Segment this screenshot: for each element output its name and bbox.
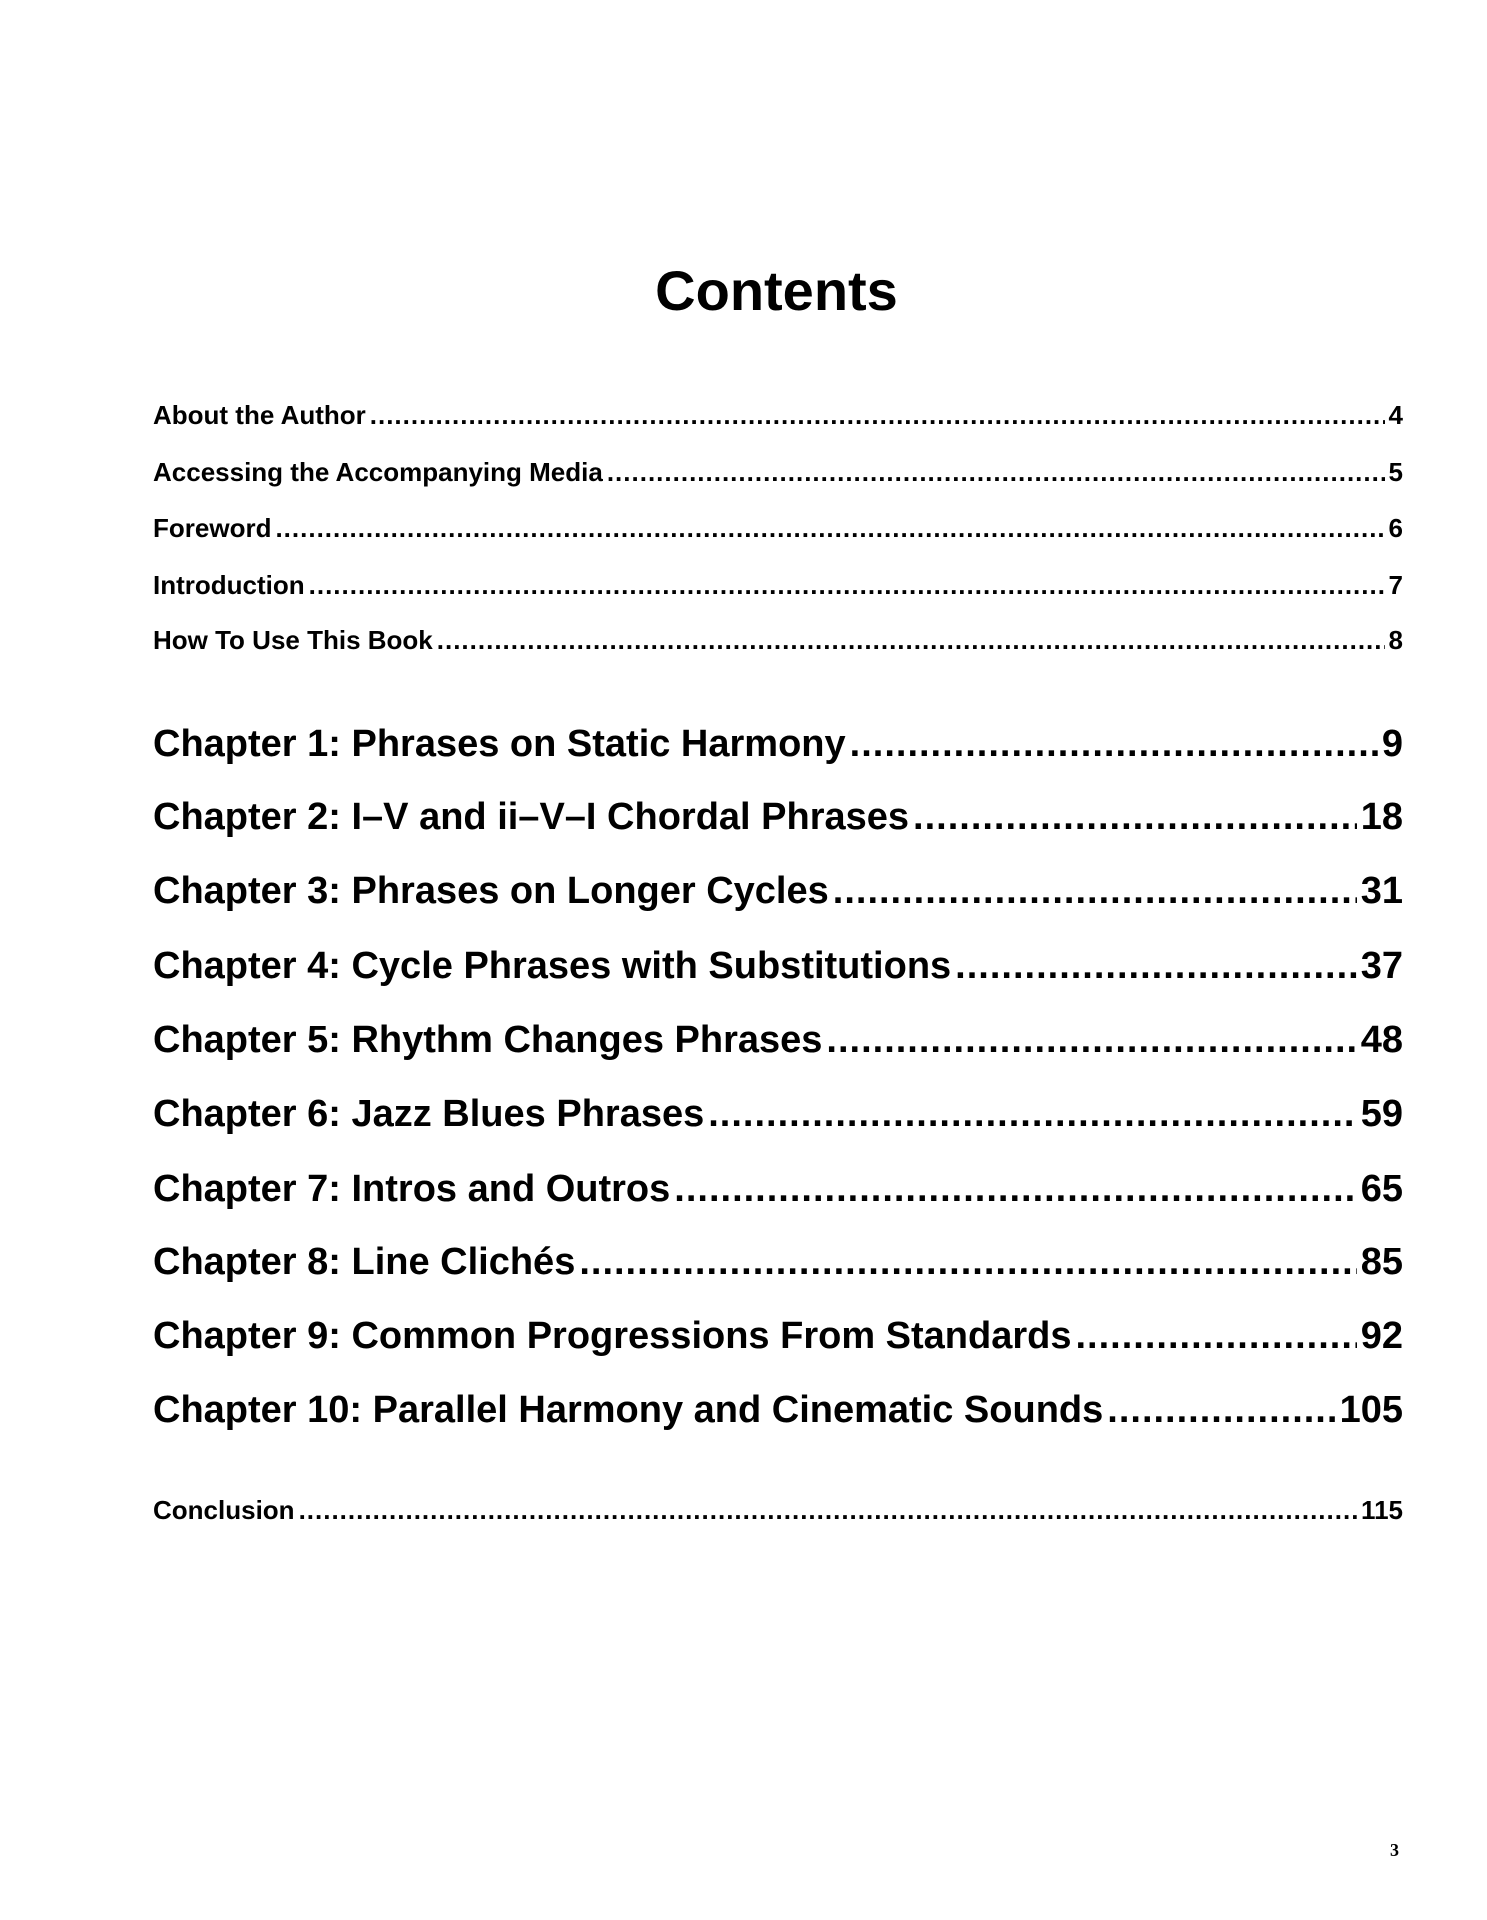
toc-entry-page: 6 <box>1388 513 1403 543</box>
toc-entry-page: 4 <box>1388 400 1403 430</box>
toc-chapter-page: 37 <box>1360 945 1403 987</box>
dot-leader <box>579 1238 1356 1286</box>
toc-chapter-label: Chapter 7: Intros and Outros <box>153 1168 671 1210</box>
toc-entry-page: 5 <box>1388 457 1403 487</box>
toc-chapter-label: Chapter 6: Jazz Blues Phrases <box>153 1093 705 1135</box>
toc-entry-page: 7 <box>1388 570 1403 600</box>
dot-leader <box>833 867 1357 915</box>
toc-entry-page: 115 <box>1361 1495 1403 1525</box>
toc-entry-label: Introduction <box>153 570 305 600</box>
toc-entry[interactable] <box>153 455 1403 489</box>
toc-chapter-page: 9 <box>1381 723 1403 765</box>
toc-entry[interactable] <box>153 1493 1403 1527</box>
toc-chapter-page: 92 <box>1360 1315 1403 1357</box>
toc-entry[interactable] <box>153 398 1403 432</box>
toc-entry[interactable] <box>153 623 1403 657</box>
toc-chapter-label: Chapter 5: Rhythm Changes Phrases <box>153 1019 823 1061</box>
toc-chapter[interactable] <box>153 1312 1403 1360</box>
toc-chapter-page: 105 <box>1339 1389 1403 1431</box>
toc-chapter-label: Chapter 3: Phrases on Longer Cycles <box>153 870 829 912</box>
dot-leader <box>826 1016 1356 1064</box>
toc-chapter-page: 85 <box>1360 1241 1403 1283</box>
toc-entry-label: About the Author <box>153 400 366 430</box>
dot-leader <box>1107 1386 1335 1434</box>
dot-leader <box>607 455 1385 489</box>
toc-chapter-page: 48 <box>1360 1019 1403 1061</box>
dot-leader <box>850 720 1378 768</box>
toc-chapter-label: Chapter 9: Common Progressions From Standards <box>153 1315 1072 1357</box>
toc-chapter[interactable] <box>153 1090 1403 1138</box>
toc-chapter-page: 31 <box>1360 870 1403 912</box>
dot-leader <box>955 942 1357 990</box>
toc-chapter[interactable] <box>153 793 1403 841</box>
toc-chapter-page: 59 <box>1360 1093 1403 1135</box>
dot-leader <box>1076 1312 1357 1360</box>
page-number: 3 <box>1390 1840 1399 1860</box>
toc-chapter-label: Chapter 8: Line Clichés <box>153 1241 576 1283</box>
toc-entry-label: Accessing the Accompanying Media <box>153 457 603 487</box>
page-title: Contents <box>655 259 898 322</box>
toc-chapter[interactable] <box>153 942 1403 990</box>
dot-leader <box>437 623 1385 657</box>
toc-chapter[interactable] <box>153 720 1403 768</box>
toc-chapter[interactable] <box>153 1165 1403 1213</box>
toc-chapter[interactable] <box>153 1016 1403 1064</box>
toc-entry[interactable] <box>153 511 1403 545</box>
dot-leader <box>275 511 1384 545</box>
toc-chapter-label: Chapter 10: Parallel Harmony and Cinematic Sounds <box>153 1389 1104 1431</box>
toc-chapter[interactable] <box>153 1386 1403 1434</box>
toc-chapter-page: 18 <box>1360 796 1403 838</box>
toc-chapter[interactable] <box>153 1238 1403 1286</box>
toc-chapter-label: Chapter 4: Cycle Phrases with Substitutions <box>153 945 952 987</box>
dot-leader <box>708 1090 1356 1138</box>
dot-leader <box>370 398 1385 432</box>
toc-chapter-label: Chapter 1: Phrases on Static Harmony <box>153 723 846 765</box>
toc-entry[interactable] <box>153 568 1403 602</box>
dot-leader <box>913 793 1357 841</box>
toc-chapter[interactable] <box>153 867 1403 915</box>
toc-chapter-page: 65 <box>1360 1168 1403 1210</box>
dot-leader <box>299 1493 1357 1527</box>
dot-leader <box>309 568 1385 602</box>
toc-entry-label: How To Use This Book <box>153 625 433 655</box>
toc-entry-label: Conclusion <box>153 1495 295 1525</box>
toc-entry-label: Foreword <box>153 513 272 543</box>
dot-leader <box>674 1165 1356 1213</box>
toc-entry-page: 8 <box>1388 625 1403 655</box>
toc-chapter-label: Chapter 2: I–V and ii–V–I Chordal Phrases <box>153 796 910 838</box>
